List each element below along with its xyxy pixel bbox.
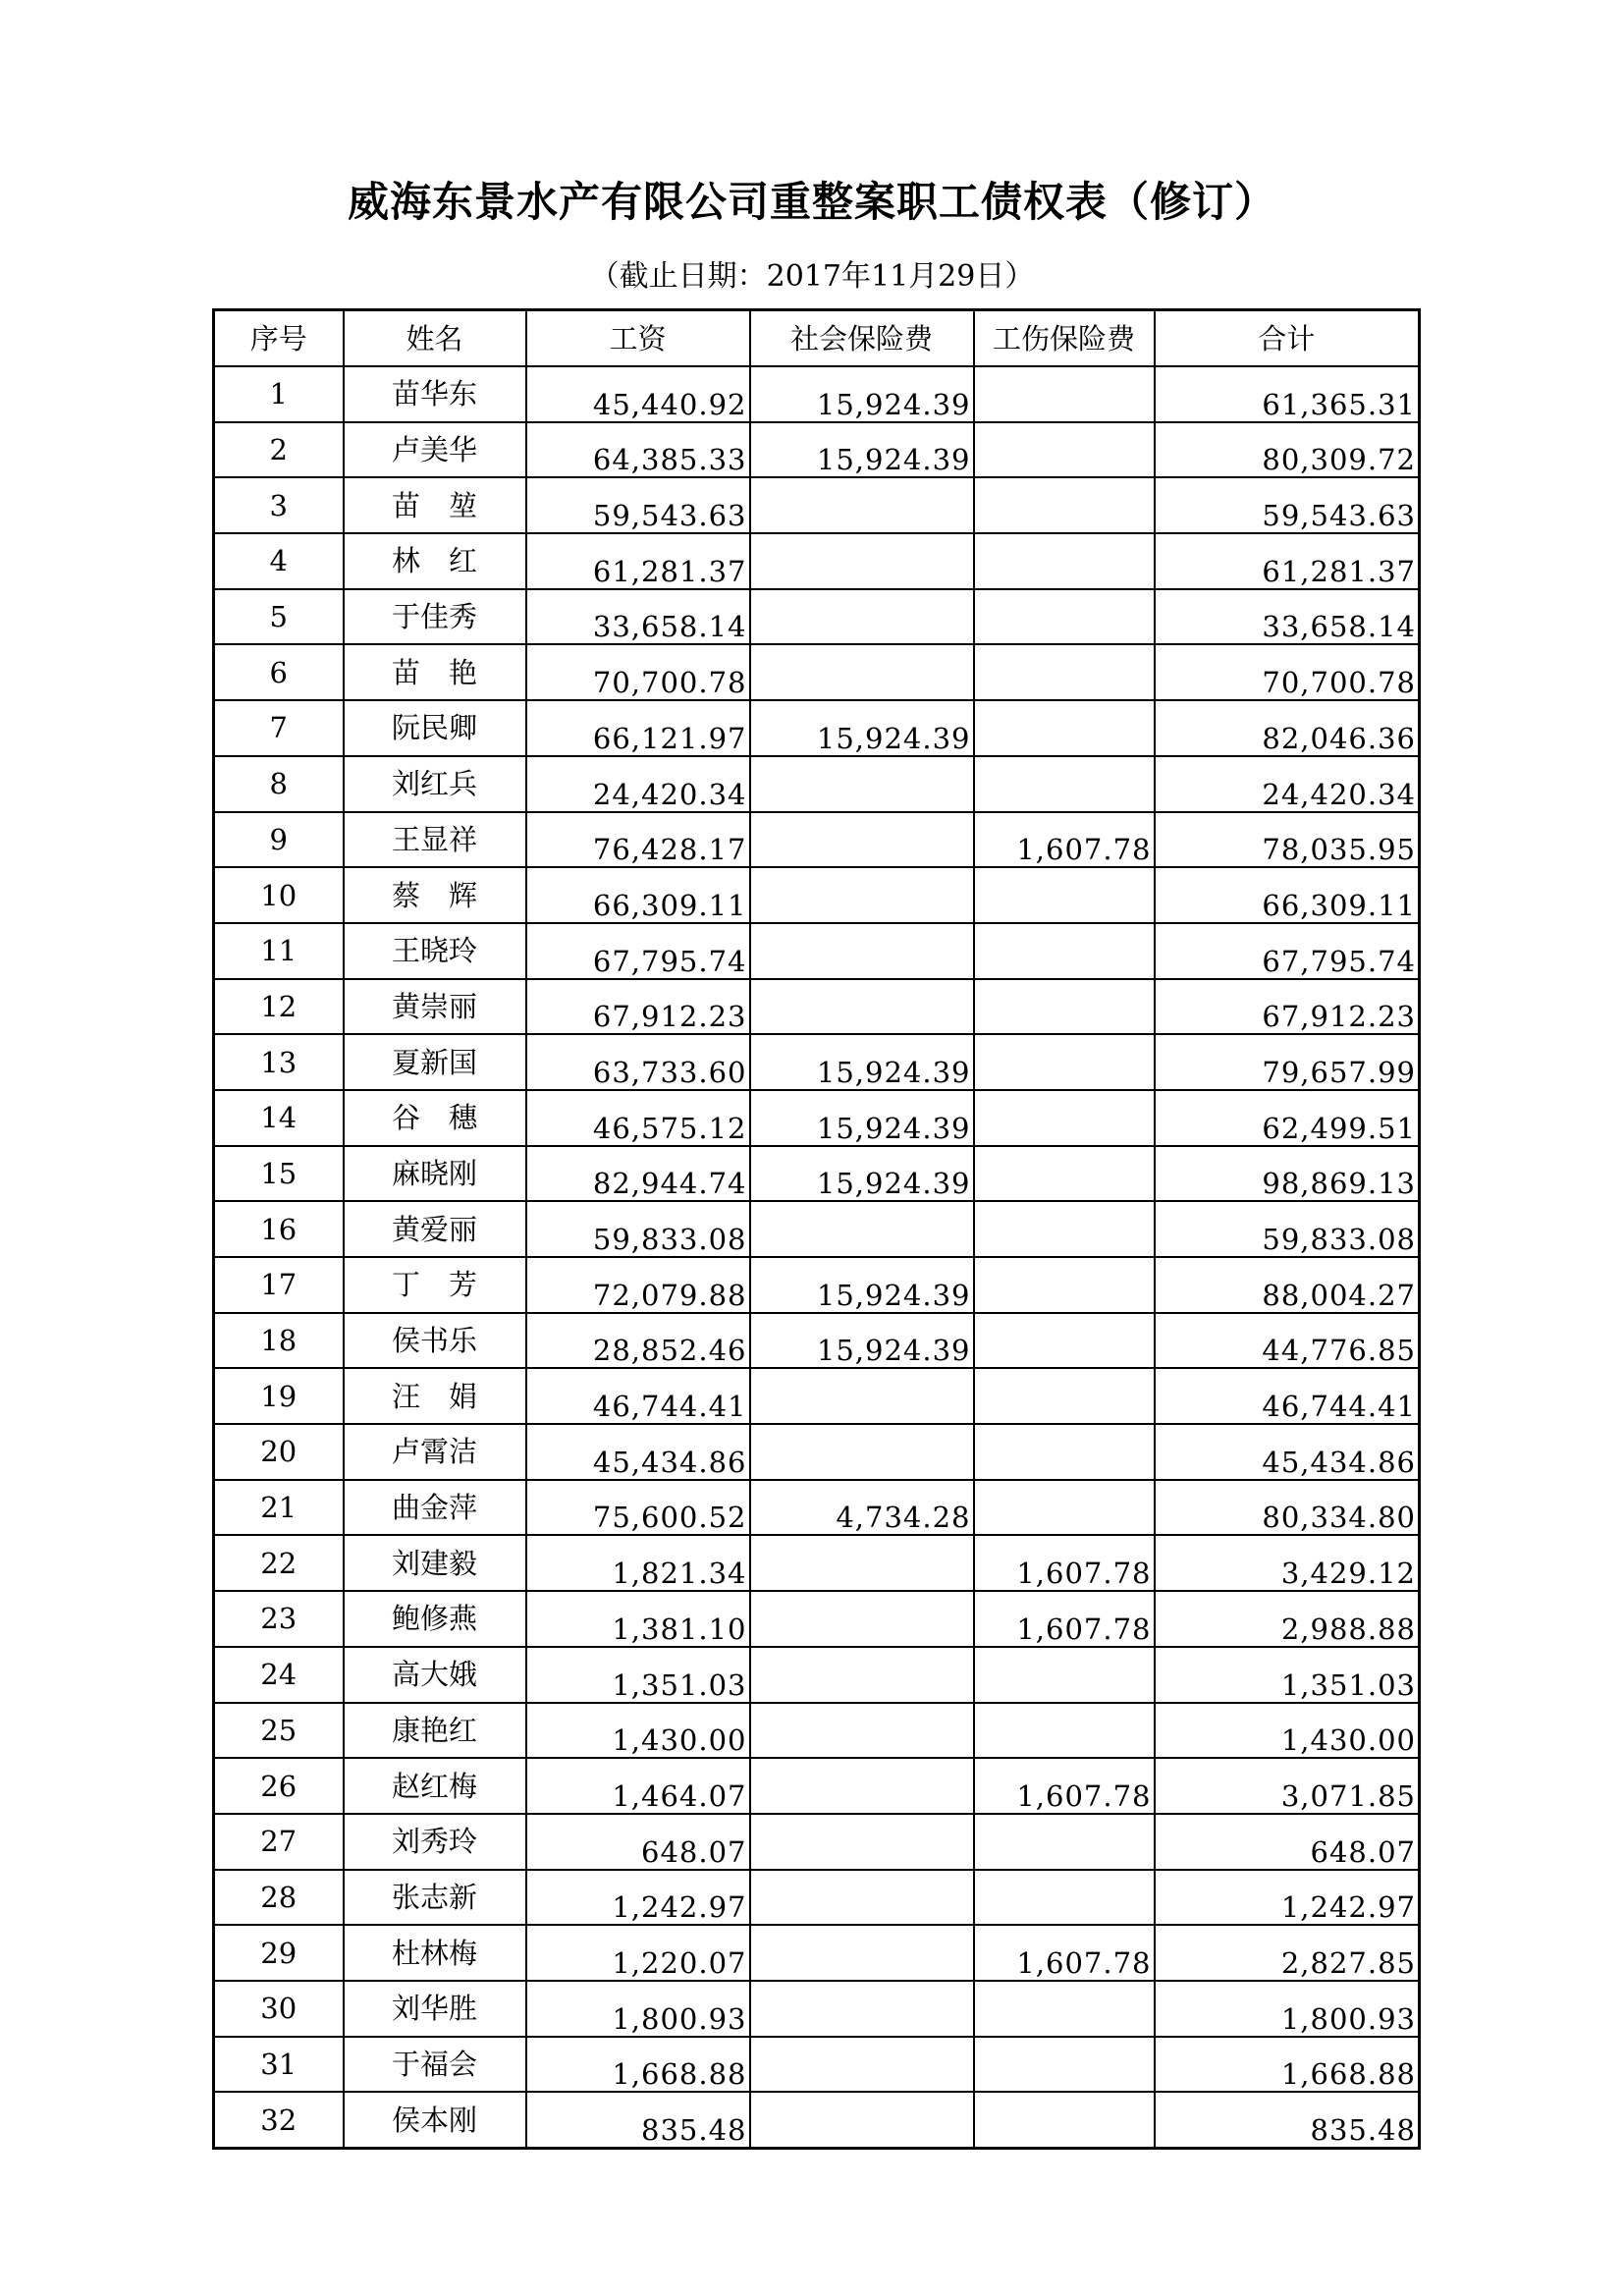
cell-wage: 1,220.07 [526,1925,750,1981]
cell-total: 2,827.85 [1155,1925,1420,1981]
cell-injury-insurance [974,1313,1155,1369]
cell-wage: 1,464.07 [526,1758,750,1814]
cell-wage: 45,434.86 [526,1424,750,1480]
cell-seq: 24 [214,1647,344,1703]
cell-total: 46,744.41 [1155,1368,1420,1424]
cell-injury-insurance [974,867,1155,923]
cell-total: 45,434.86 [1155,1424,1420,1480]
cell-name: 王晓玲 [344,923,526,979]
cell-seq: 6 [214,644,344,700]
table-row [214,700,1420,756]
cell-total: 24,420.34 [1155,756,1420,812]
table-row [214,756,1420,812]
cell-wage: 33,658.14 [526,589,750,645]
cell-social-insurance [750,644,974,700]
column-header-total: 合计 [1155,310,1420,367]
table-row [214,1647,1420,1703]
table-row [214,644,1420,700]
cell-wage: 1,351.03 [526,1647,750,1703]
cell-total: 80,334.80 [1155,1480,1420,1536]
cell-social-insurance [750,1814,974,1870]
table-row [214,867,1420,923]
cell-total: 79,657.99 [1155,1034,1420,1090]
cell-total: 59,543.63 [1155,477,1420,533]
cell-injury-insurance: 1,607.78 [974,1758,1155,1814]
cell-seq: 16 [214,1201,344,1257]
cell-injury-insurance [974,366,1155,422]
cell-injury-insurance [974,1257,1155,1313]
cell-social-insurance [750,1758,974,1814]
cell-social-insurance [750,477,974,533]
table-row [214,1591,1420,1647]
cell-social-insurance [750,2037,974,2093]
cell-social-insurance: 15,924.39 [750,366,974,422]
cell-wage: 59,543.63 [526,477,750,533]
table-row [214,422,1420,478]
cell-injury-insurance [974,644,1155,700]
table-body [214,366,1420,2149]
cell-wage: 76,428.17 [526,812,750,868]
cell-total: 648.07 [1155,1814,1420,1870]
cell-social-insurance [750,589,974,645]
cell-seq: 25 [214,1703,344,1759]
cell-seq: 29 [214,1925,344,1981]
employee-claims-table [212,308,1421,2150]
cell-total: 67,912.23 [1155,979,1420,1035]
cell-injury-insurance: 1,607.78 [974,812,1155,868]
cell-injury-insurance [974,1480,1155,1536]
cell-name: 苗华东 [344,366,526,422]
table-row [214,1257,1420,1313]
cell-total: 61,365.31 [1155,366,1420,422]
cell-total: 1,430.00 [1155,1703,1420,1759]
cell-seq: 8 [214,756,344,812]
cell-seq: 17 [214,1257,344,1313]
cell-name: 卢霄洁 [344,1424,526,1480]
cell-social-insurance: 15,924.39 [750,1146,974,1202]
cell-social-insurance [750,867,974,923]
cell-name: 蔡 辉 [344,867,526,923]
cell-name: 丁 芳 [344,1257,526,1313]
cell-seq: 18 [214,1313,344,1369]
cell-social-insurance [750,1647,974,1703]
cell-wage: 24,420.34 [526,756,750,812]
cell-name: 苗 堃 [344,477,526,533]
cell-seq: 14 [214,1090,344,1146]
table-row [214,533,1420,589]
cell-wage: 46,575.12 [526,1090,750,1146]
cell-injury-insurance [974,1090,1155,1146]
cell-name: 王显祥 [344,812,526,868]
table-row [214,2092,1420,2148]
cell-seq: 3 [214,477,344,533]
cell-wage: 67,795.74 [526,923,750,979]
cell-injury-insurance: 1,607.78 [974,1925,1155,1981]
table-row [214,1703,1420,1759]
table-row [214,1480,1420,1536]
cell-seq: 23 [214,1591,344,1647]
cell-name: 于佳秀 [344,589,526,645]
cell-name: 杜林梅 [344,1925,526,1981]
cell-wage: 61,281.37 [526,533,750,589]
table-row [214,1981,1420,2037]
cell-wage: 45,440.92 [526,366,750,422]
column-header-injury-insurance: 工伤保险费 [974,310,1155,367]
column-header-social-insurance: 社会保险费 [750,310,974,367]
cell-seq: 12 [214,979,344,1035]
cell-name: 卢美华 [344,422,526,478]
cell-total: 44,776.85 [1155,1313,1420,1369]
cell-social-insurance [750,756,974,812]
cell-wage: 1,430.00 [526,1703,750,1759]
cell-social-insurance: 4,734.28 [750,1480,974,1536]
cell-name: 刘红兵 [344,756,526,812]
cell-seq: 22 [214,1535,344,1591]
cell-injury-insurance [974,1870,1155,1926]
cell-wage: 28,852.46 [526,1313,750,1369]
cell-name: 于福会 [344,2037,526,2093]
cell-total: 61,281.37 [1155,533,1420,589]
cell-injury-insurance [974,533,1155,589]
cell-social-insurance [750,1925,974,1981]
cell-injury-insurance [974,756,1155,812]
cell-injury-insurance: 1,607.78 [974,1535,1155,1591]
cell-total: 3,071.85 [1155,1758,1420,1814]
cell-name: 黄爱丽 [344,1201,526,1257]
cell-injury-insurance [974,923,1155,979]
table-row [214,1201,1420,1257]
cell-injury-insurance [974,1146,1155,1202]
cell-injury-insurance [974,1034,1155,1090]
cell-seq: 15 [214,1146,344,1202]
cell-social-insurance [750,923,974,979]
cell-seq: 31 [214,2037,344,2093]
cell-injury-insurance [974,589,1155,645]
cell-wage: 59,833.08 [526,1201,750,1257]
cell-social-insurance [750,1535,974,1591]
cell-wage: 67,912.23 [526,979,750,1035]
cell-social-insurance [750,533,974,589]
cell-social-insurance [750,1201,974,1257]
cell-total: 70,700.78 [1155,644,1420,700]
cell-social-insurance [750,2092,974,2148]
table-row [214,1758,1420,1814]
cell-name: 康艳红 [344,1703,526,1759]
cell-name: 赵红梅 [344,1758,526,1814]
cell-social-insurance [750,1981,974,2037]
column-header-seq: 序号 [214,310,344,367]
cell-social-insurance [750,812,974,868]
cell-total: 2,988.88 [1155,1591,1420,1647]
cell-seq: 26 [214,1758,344,1814]
cell-wage: 1,242.97 [526,1870,750,1926]
cell-total: 1,668.88 [1155,2037,1420,2093]
table-row [214,1870,1420,1926]
cell-name: 鲍修燕 [344,1591,526,1647]
cell-wage: 82,944.74 [526,1146,750,1202]
cell-injury-insurance [974,979,1155,1035]
cell-injury-insurance [974,1368,1155,1424]
cell-injury-insurance [974,1201,1155,1257]
cell-name: 汪 娟 [344,1368,526,1424]
cell-total: 1,242.97 [1155,1870,1420,1926]
cell-wage: 70,700.78 [526,644,750,700]
cell-seq: 27 [214,1814,344,1870]
cell-injury-insurance: 1,607.78 [974,1591,1155,1647]
cell-name: 张志新 [344,1870,526,1926]
cell-injury-insurance [974,1981,1155,2037]
cell-injury-insurance [974,2037,1155,2093]
cell-name: 苗 艳 [344,644,526,700]
cell-injury-insurance [974,1647,1155,1703]
cell-social-insurance [750,979,974,1035]
table-row [214,1313,1420,1369]
cell-social-insurance: 15,924.39 [750,1090,974,1146]
cell-seq: 5 [214,589,344,645]
table-row [214,477,1420,533]
column-header-name: 姓名 [344,310,526,367]
cell-seq: 4 [214,533,344,589]
cell-wage: 1,381.10 [526,1591,750,1647]
table-row [214,1368,1420,1424]
cell-total: 59,833.08 [1155,1201,1420,1257]
cell-social-insurance: 15,924.39 [750,700,974,756]
cell-name: 高大娥 [344,1647,526,1703]
cell-wage: 72,079.88 [526,1257,750,1313]
document-title: 威海东景水产有限公司重整案职工债权表（修订） [347,178,1276,226]
cell-seq: 11 [214,923,344,979]
cell-seq: 28 [214,1870,344,1926]
cell-seq: 13 [214,1034,344,1090]
cell-name: 侯书乐 [344,1313,526,1369]
cell-total: 3,429.12 [1155,1535,1420,1591]
cell-seq: 19 [214,1368,344,1424]
cell-wage: 63,733.60 [526,1034,750,1090]
cell-social-insurance: 15,924.39 [750,1313,974,1369]
cell-name: 刘建毅 [344,1535,526,1591]
cell-total: 88,004.27 [1155,1257,1420,1313]
cell-total: 835.48 [1155,2092,1420,2148]
header-row [214,310,1420,367]
cell-wage: 1,821.34 [526,1535,750,1591]
cutoff-date: （截止日期：2017年11月29日） [589,259,1035,294]
cell-seq: 20 [214,1424,344,1480]
cell-total: 80,309.72 [1155,422,1420,478]
table-row [214,589,1420,645]
table-row [214,1814,1420,1870]
table-row [214,1424,1420,1480]
cell-social-insurance: 15,924.39 [750,1034,974,1090]
cell-wage: 66,309.11 [526,867,750,923]
cell-name: 侯本刚 [344,2092,526,2148]
cell-total: 1,351.03 [1155,1647,1420,1703]
table-row [214,923,1420,979]
cell-social-insurance: 15,924.39 [750,1257,974,1313]
cell-social-insurance [750,1591,974,1647]
cell-wage: 1,800.93 [526,1981,750,2037]
table-row [214,1535,1420,1591]
cell-name: 黄崇丽 [344,979,526,1035]
table-row [214,1146,1420,1202]
cell-seq: 32 [214,2092,344,2148]
cell-name: 谷 穗 [344,1090,526,1146]
cell-social-insurance [750,1703,974,1759]
cell-injury-insurance [974,1814,1155,1870]
cell-name: 刘华胜 [344,1981,526,2037]
cell-social-insurance [750,1870,974,1926]
cell-seq: 7 [214,700,344,756]
cell-injury-insurance [974,422,1155,478]
cell-injury-insurance [974,1703,1155,1759]
cell-injury-insurance [974,700,1155,756]
cell-total: 98,869.13 [1155,1146,1420,1202]
cell-total: 62,499.51 [1155,1090,1420,1146]
table-row [214,366,1420,422]
cell-wage: 46,744.41 [526,1368,750,1424]
cell-total: 67,795.74 [1155,923,1420,979]
cell-seq: 30 [214,1981,344,2037]
cell-seq: 9 [214,812,344,868]
cell-wage: 66,121.97 [526,700,750,756]
cell-social-insurance [750,1368,974,1424]
table-row [214,2037,1420,2093]
column-header-wage: 工资 [526,310,750,367]
table-row [214,979,1420,1035]
cell-total: 82,046.36 [1155,700,1420,756]
cell-total: 78,035.95 [1155,812,1420,868]
cell-social-insurance: 15,924.39 [750,422,974,478]
cell-injury-insurance [974,1424,1155,1480]
cell-total: 33,658.14 [1155,589,1420,645]
cell-seq: 2 [214,422,344,478]
cell-total: 66,309.11 [1155,867,1420,923]
cell-name: 林 红 [344,533,526,589]
cell-social-insurance [750,1424,974,1480]
cell-wage: 75,600.52 [526,1480,750,1536]
table-row [214,1034,1420,1090]
cell-name: 夏新国 [344,1034,526,1090]
cell-name: 曲金萍 [344,1480,526,1536]
cell-name: 麻晓刚 [344,1146,526,1202]
cell-wage: 648.07 [526,1814,750,1870]
table-row [214,812,1420,868]
table-row [214,1090,1420,1146]
cell-seq: 10 [214,867,344,923]
cell-wage: 835.48 [526,2092,750,2148]
cell-total: 1,800.93 [1155,1981,1420,2037]
cell-seq: 1 [214,366,344,422]
cell-seq: 21 [214,1480,344,1536]
cell-injury-insurance [974,2092,1155,2148]
cell-name: 阮民卿 [344,700,526,756]
table-row [214,1925,1420,1981]
cell-name: 刘秀玲 [344,1814,526,1870]
cell-wage: 64,385.33 [526,422,750,478]
cell-injury-insurance [974,477,1155,533]
cell-wage: 1,668.88 [526,2037,750,2093]
